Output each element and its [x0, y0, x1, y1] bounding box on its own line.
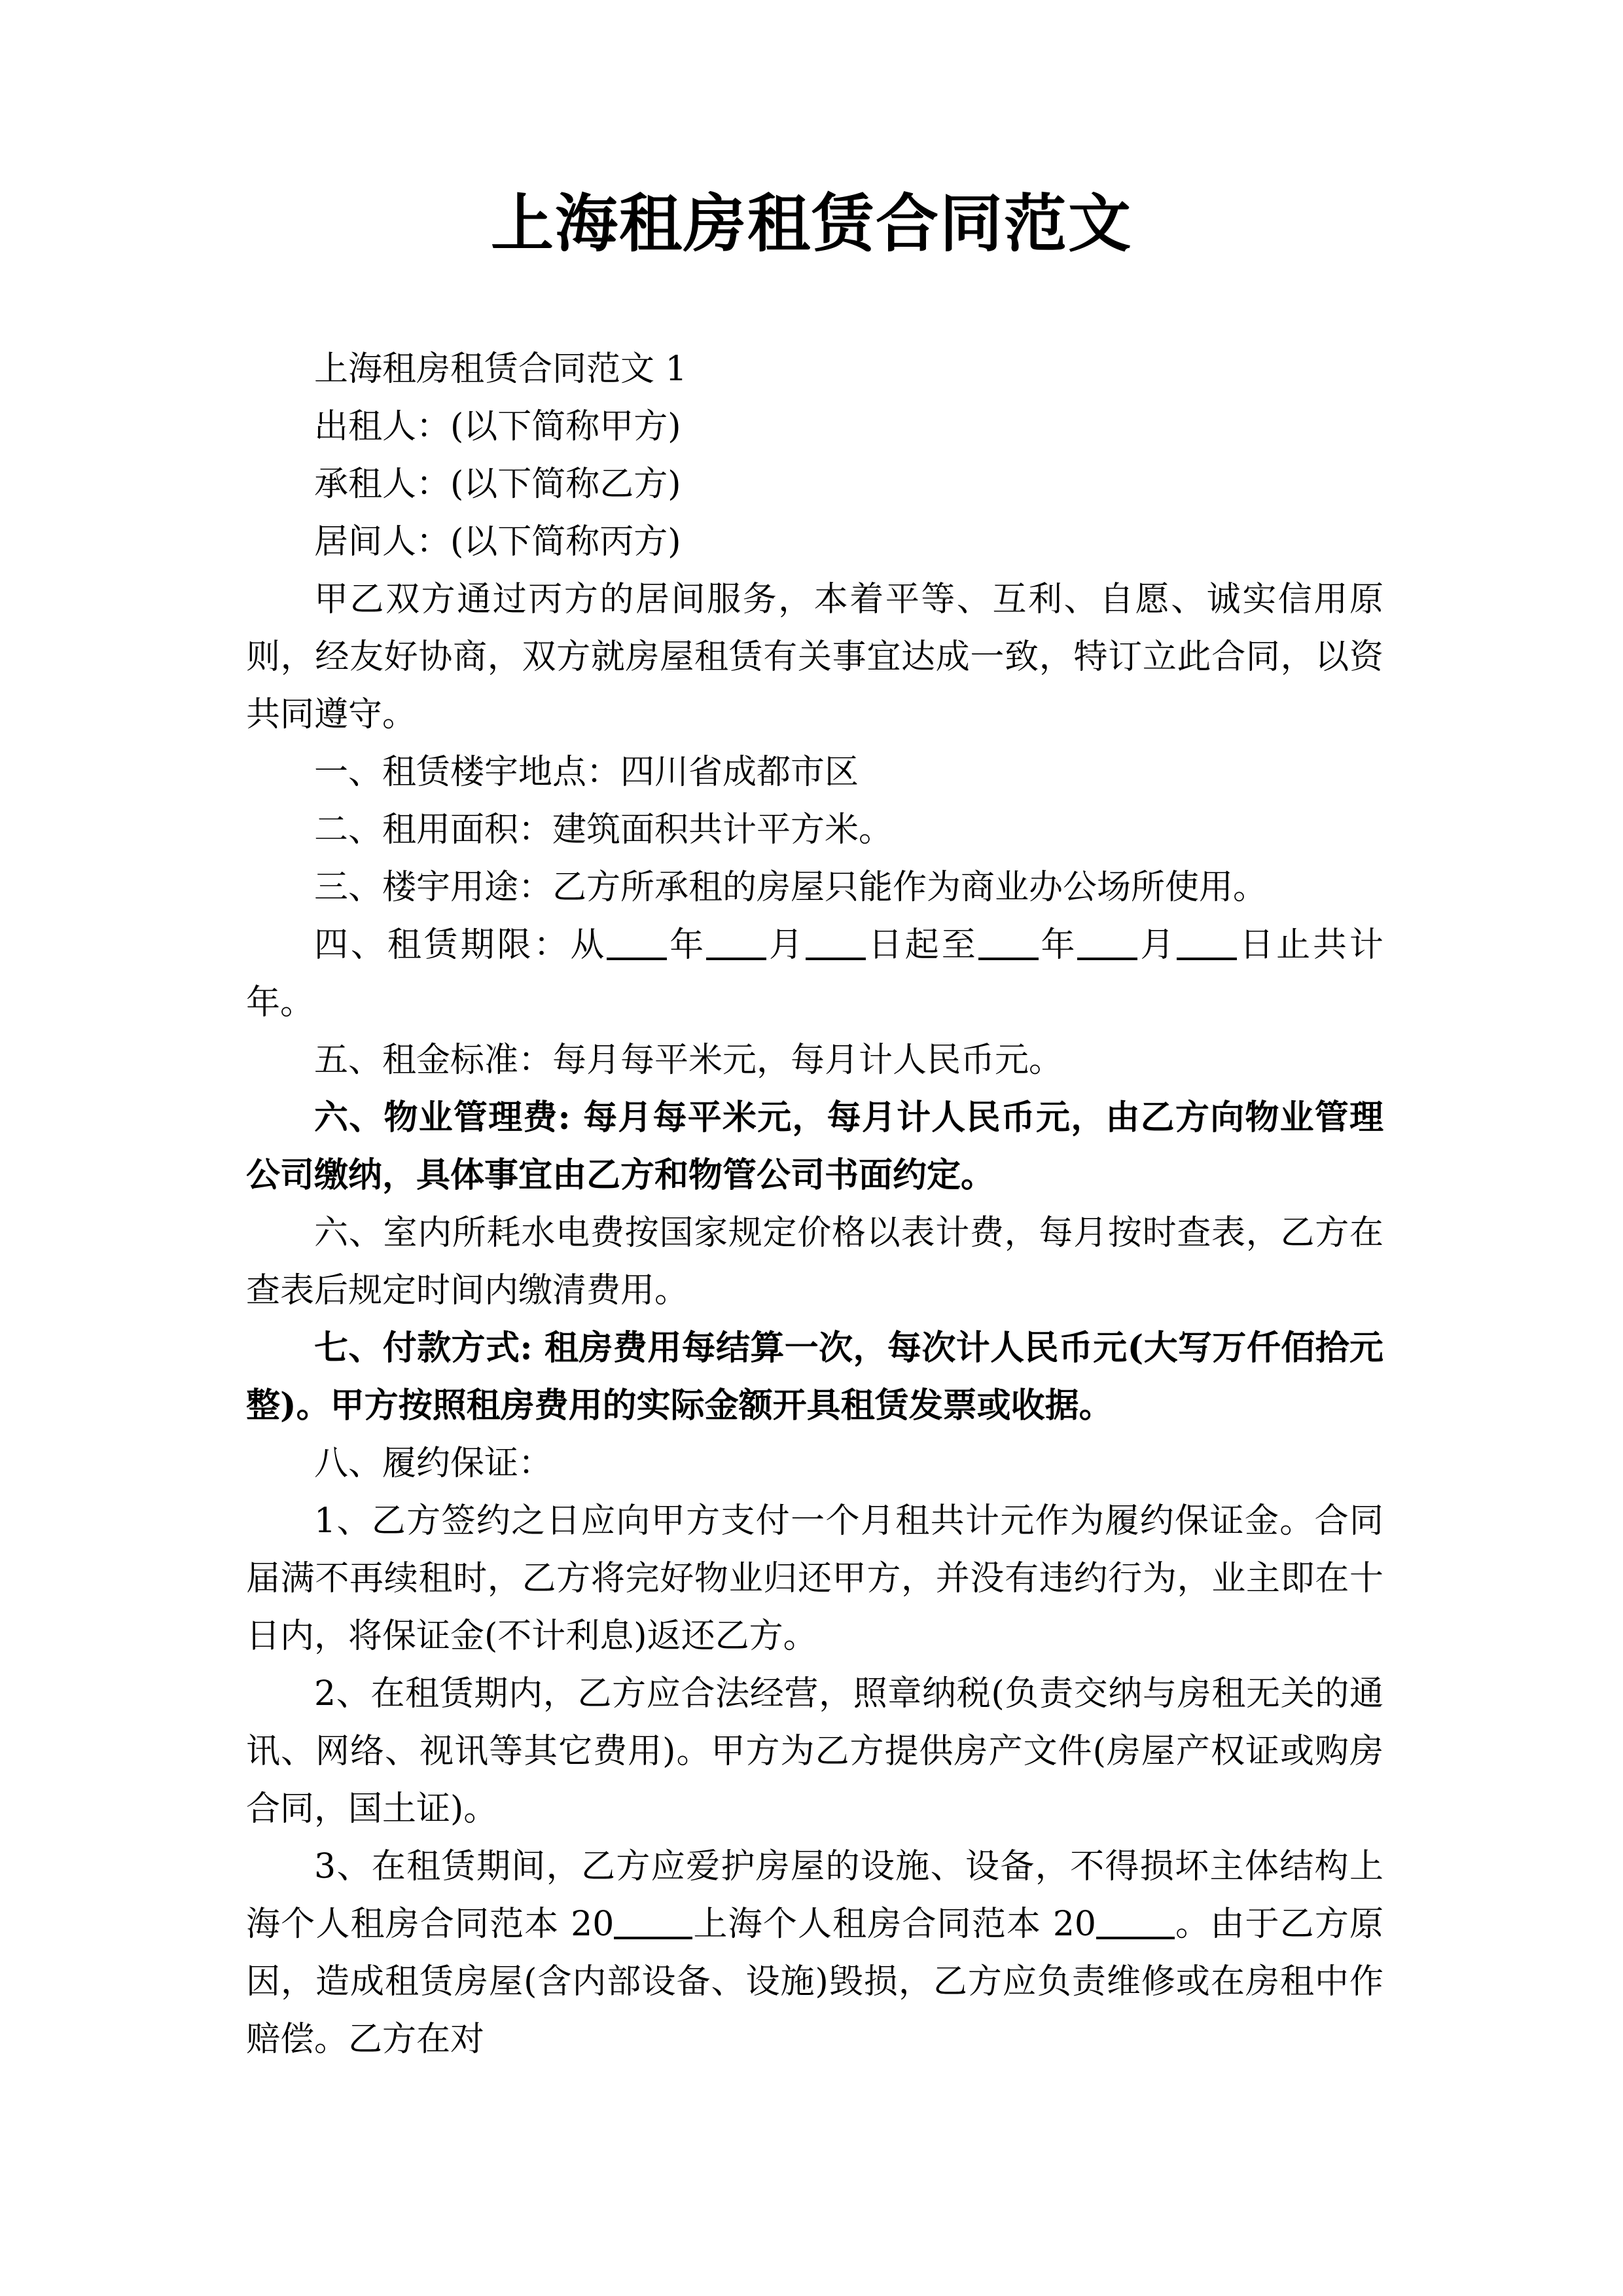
clause-3-usage: 三、楼宇用途：乙方所承租的房屋只能作为商业办公场所使用。 — [314, 868, 1268, 907]
item-3-maintenance — [246, 1838, 1383, 2068]
item-3-text-part-1: 3、在租赁期间，乙方应爱护房屋的设施、设备，不得损坏主体结构上海个人租房合同范本 20 — [246, 1847, 1383, 1944]
clause-4-label-year-end: 年 — [1038, 925, 1078, 965]
clause-4-blank-start-year[interactable] — [607, 927, 667, 960]
clause-8-performance-guarantee: 八、履约保证： — [314, 1444, 553, 1483]
party-line-broker: 居间人：(以下简称丙方) — [314, 522, 681, 562]
clause-7-payment-method: 七、付款方式: 租房费用每结算一次，每次计人民币元(大写万仟佰拾元整)。甲方按照租房费用的实际金额开具租赁发票或收据。 — [246, 1328, 1383, 1426]
clause-6-utilities: 六、室内所耗水电费按国家规定价格以表计费，每月按时查表，乙方在查表后规定时间内缴清费用。 — [246, 1213, 1383, 1310]
clause-2-area: 二、租用面积：建筑面积共计平方米。 — [314, 810, 893, 850]
clause-4-blank-start-day[interactable] — [806, 927, 866, 960]
clause-4-blank-start-month[interactable] — [706, 927, 766, 960]
party-line-tenant: 承租人：(以下简称乙方) — [314, 465, 681, 504]
clause-4-label-month-end: 月 — [1137, 925, 1177, 965]
clause-5-rent-standard: 五、租金标准：每月每平米元，每月计人民币元。 — [314, 1041, 1063, 1080]
clause-4-term — [246, 916, 1383, 1031]
clause-4-prefix: 四、租赁期限：从 — [314, 925, 607, 965]
item-2-operations: 2、在租赁期内，乙方应合法经营，照章纳税(负责交纳与房租无关的通讯、网络、视讯等其它费用)。甲方为乙方提供房产文件(房屋产权证或购房合同，国土证)。 — [246, 1674, 1383, 1829]
clause-4-suffix: 日止共计年。 — [246, 925, 1383, 1022]
clause-4-label-month-start: 月 — [766, 925, 806, 965]
item-3-blank-year-1[interactable] — [614, 1907, 692, 1939]
clause-4-blank-end-day[interactable] — [1177, 927, 1237, 960]
item-3-blank-year-2[interactable] — [1096, 1907, 1175, 1939]
preamble-paragraph: 甲乙双方通过丙方的居间服务，本着平等、互利、自愿、诚实信用原则，经友好协商，双方就房屋租赁有关事宜达成一致，特订立此合同，以资共同遵守。 — [246, 580, 1383, 734]
page-title: 上海租房租赁合同范文 — [491, 187, 1132, 260]
item-3-text-part-2: 上海个人租房合同范本 20 — [692, 1905, 1097, 1944]
clause-4-label-year-start: 年 — [667, 925, 707, 965]
clause-4-middle: 日起至 — [865, 925, 978, 965]
party-line-landlord: 出租人：(以下简称甲方) — [314, 407, 681, 446]
clause-1-location: 一、租赁楼宇地点：四川省成都市区 — [314, 753, 859, 792]
item-1-deposit: 1、乙方签约之日应向甲方支付一个月租共计元作为履约保证金。合同届满不再续租时，乙方将完好物业归还甲方，并没有违约行为，业主即在十日内，将保证金(不计利息)返还乙方。 — [246, 1501, 1383, 1656]
clause-4-blank-end-month[interactable] — [1077, 927, 1137, 960]
document-body — [246, 340, 1383, 2068]
clause-4-blank-end-year[interactable] — [978, 927, 1039, 960]
item-3-text-part-3: 。由于乙方原因，造成租赁房屋(含内部设备、设施)毁损，乙方应负责维修或在房租中作赔偿。乙方在对 — [246, 1905, 1383, 2059]
clause-6-property-fee: 六、物业管理费: 每月每平米元，每月计人民币元，由乙方向物业管理公司缴纳，具体事宜由乙方和物管公司书面约定。 — [246, 1098, 1383, 1195]
body-heading-line: 上海租房租赁合同范文 1 — [314, 350, 687, 389]
